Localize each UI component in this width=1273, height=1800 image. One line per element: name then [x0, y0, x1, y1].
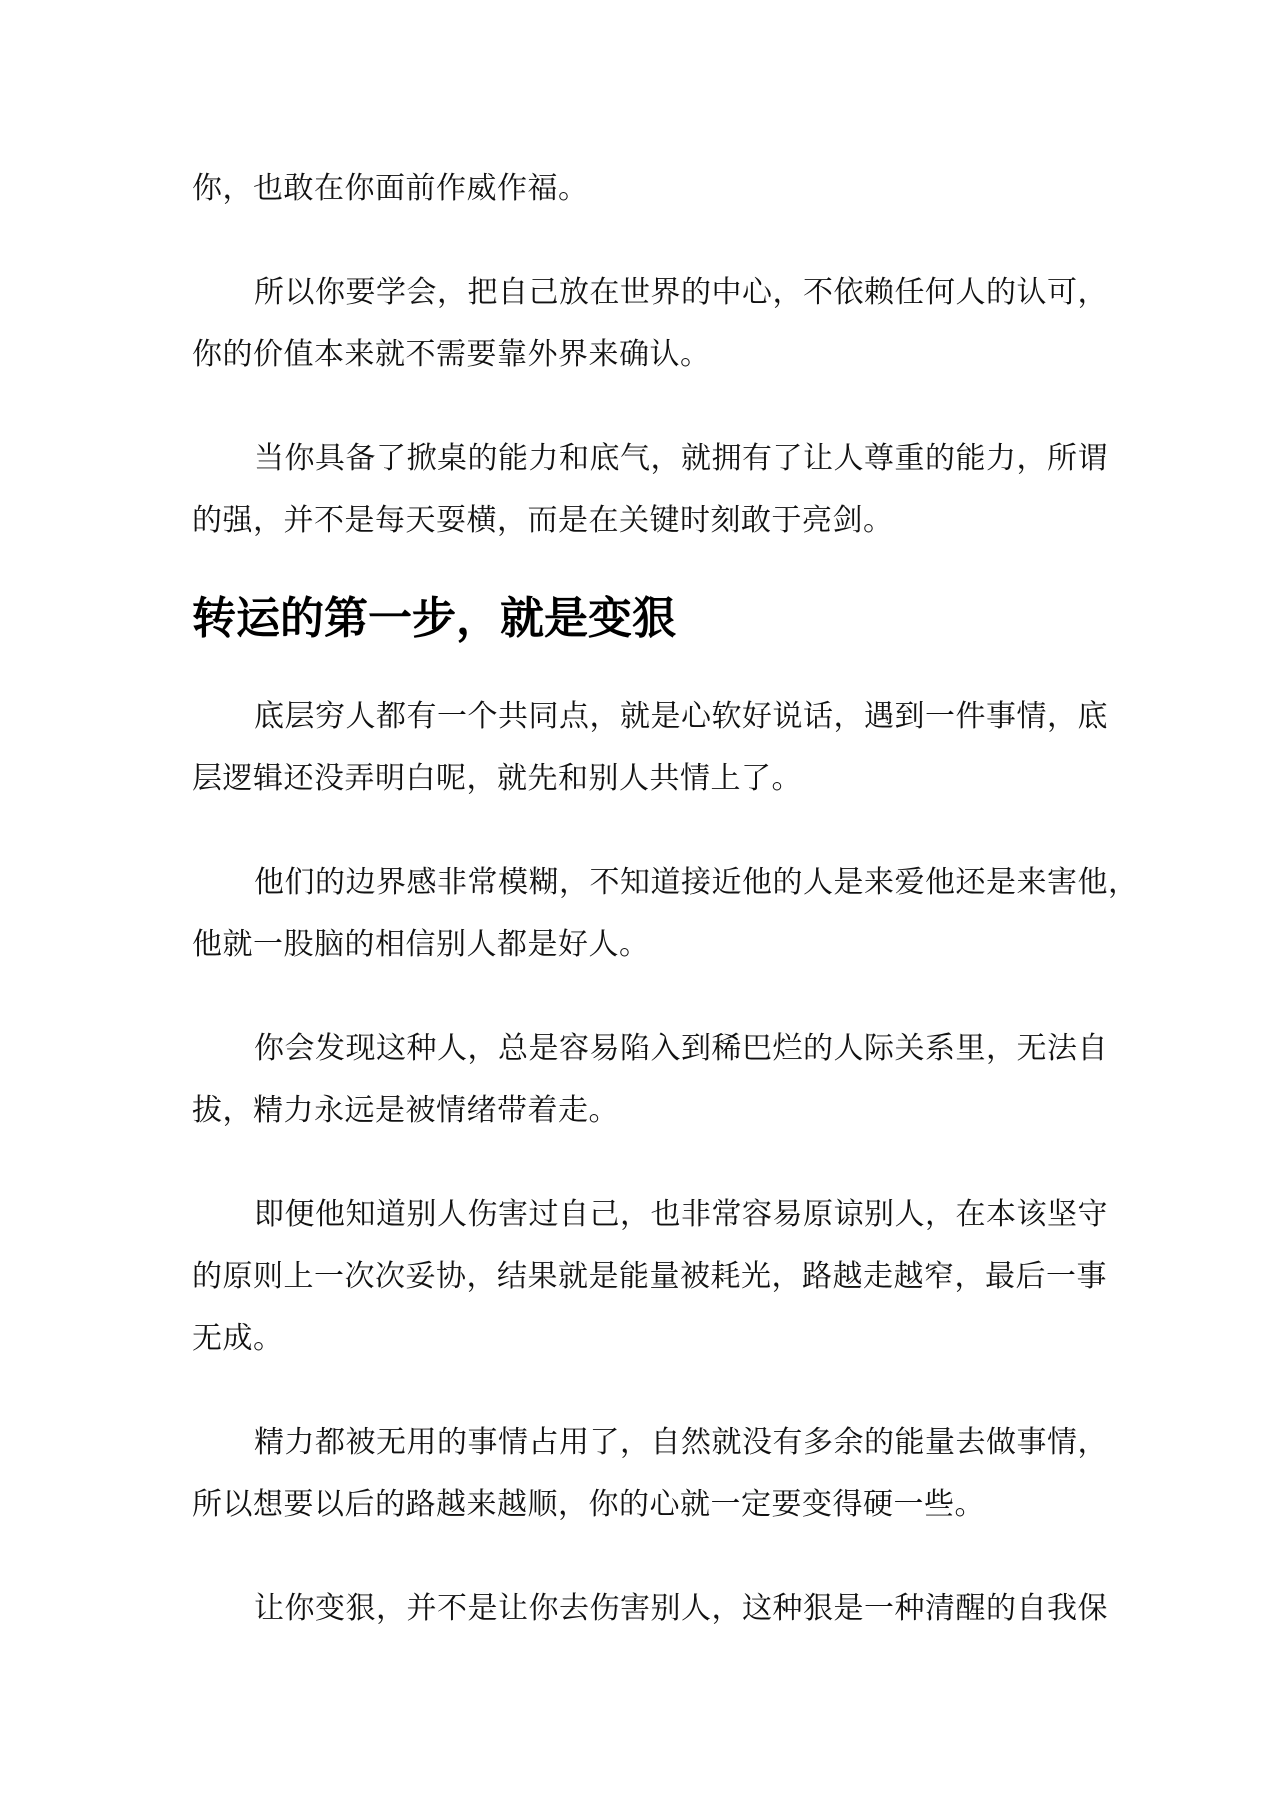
paragraph [192, 1184, 1108, 1370]
paragraph-line: 他们的边界感非常模糊，不知道接近他的人是来爱他还是来害他， [254, 865, 1139, 900]
paragraph-line: 他就一股脑的相信别人都是好人。 [192, 927, 650, 962]
document-body [192, 158, 1139, 1682]
paragraph-line: 拔，精力永远是被情绪带着走。 [192, 1093, 619, 1128]
paragraph-line: 你会发现这种人，总是容易陷入到稀巴烂的人际关系里，无法自 [254, 1031, 1108, 1066]
paragraph-line: 精力都被无用的事情占用了，自然就没有多余的能量去做事情， [254, 1425, 1108, 1460]
paragraph [192, 1018, 1108, 1142]
paragraph [192, 428, 1108, 552]
section-heading: 转运的第一步，就是变狠 [192, 593, 676, 644]
paragraph [192, 1412, 1108, 1536]
paragraph [192, 262, 1108, 386]
paragraph-line: 即便他知道别人伤害过自己，也非常容易原谅别人，在本该坚守 [254, 1197, 1108, 1232]
paragraph [192, 852, 1139, 976]
paragraph-line: 所以想要以后的路越来越顺，你的心就一定要变得硬一些。 [192, 1487, 985, 1522]
paragraph-line: 无成。 [192, 1321, 284, 1356]
paragraph [192, 158, 1092, 220]
paragraph-line: 你，也敢在你面前作威作福。 [192, 171, 589, 206]
paragraph [192, 1578, 1108, 1640]
paragraph-line: 当你具备了掀桌的能力和底气，就拥有了让人尊重的能力，所谓 [254, 441, 1108, 476]
paragraph-line: 的强，并不是每天耍横，而是在关键时刻敢于亮剑。 [192, 503, 894, 538]
paragraph-line: 所以你要学会，把自己放在世界的中心，不依赖任何人的认可， [254, 275, 1108, 310]
paragraph-line: 的原则上一次次妥协，结果就是能量被耗光，路越走越窄，最后一事 [192, 1259, 1107, 1294]
paragraph-line: 让你变狠，并不是让你去伤害别人，这种狠是一种清醒的自我保 [254, 1591, 1108, 1626]
paragraph-line: 底层穷人都有一个共同点，就是心软好说话，遇到一件事情，底 [254, 699, 1108, 734]
paragraph-line: 层逻辑还没弄明白呢，就先和别人共情上了。 [192, 761, 802, 796]
paragraph [192, 686, 1108, 810]
paragraph-line: 你的价值本来就不需要靠外界来确认。 [192, 337, 711, 372]
